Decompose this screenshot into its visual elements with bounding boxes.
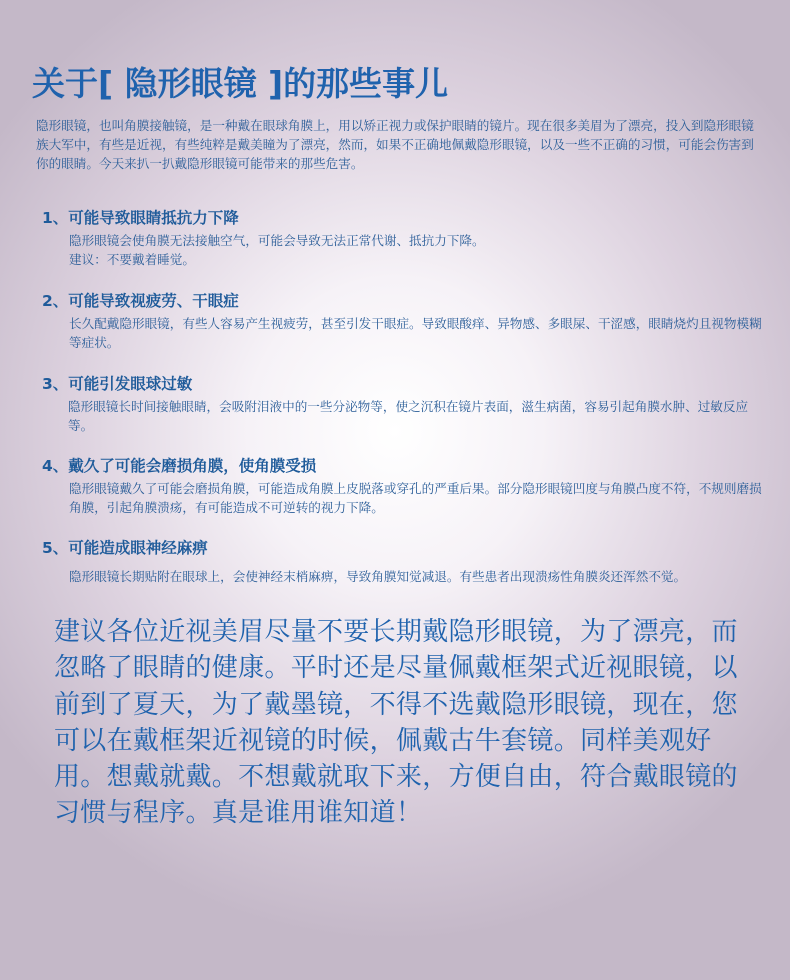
section-body	[68, 398, 766, 435]
section-body	[69, 480, 766, 517]
section-body	[69, 315, 766, 352]
page-title: 关于[ 隐形眼镜 ]的那些事儿	[32, 64, 449, 103]
section-advice: 建议：不要戴着睡觉。	[69, 251, 195, 267]
section-text: 长久配戴隐形眼镜，有些人容易产生视疲劳，甚至引发干眼症。导致眼酸痒、异物感、多眼屎、干涩感，眼睛烧灼且视物模糊等症状。	[69, 316, 762, 350]
section-body	[69, 568, 766, 587]
section-text: 隐形眼镜长期贴附在眼球上，会使神经末梢麻痹，导致角膜知觉减退。有些患者出现溃疡性角膜炎还浑然不觉。	[69, 569, 687, 584]
section-heading: 5、可能造成眼神经麻痹	[42, 539, 208, 557]
section-2	[42, 290, 766, 352]
section-4	[42, 455, 766, 517]
section-1	[42, 207, 766, 269]
section-3	[42, 373, 766, 435]
intro-paragraph: 隐形眼镜，也叫角膜接触镜，是一种戴在眼球角膜上，用以矫正视力或保护眼睛的镜片。现在很多美眉为了漂亮，投入到隐形眼镜族大军中，有些是近视，有些纯粹是戴美瞳为了漂亮，然而，如果不正确地佩戴隐形眼镜，以及一些不正确的习惯，可能会伤害到你的眼睛。今天来扒一扒戴隐形眼镜可能带来的那些危害。	[36, 118, 754, 172]
section-text: 隐形眼镜长时间接触眼睛，会吸附泪液中的一些分泌物等，使之沉积在镜片表面，滋生病菌，容易引起角膜水肿、过敏反应等。	[68, 399, 749, 433]
section-body	[69, 232, 766, 269]
section-text: 隐形眼镜会使角膜无法接触空气，可能会导致无法正常代谢、抵抗力下降。	[69, 233, 485, 248]
section-heading: 1、可能导致眼睛抵抗力下降	[42, 209, 239, 227]
section-heading: 2、可能导致视疲劳、干眼症	[42, 292, 239, 310]
section-text: 隐形眼镜戴久了可能会磨损角膜，可能造成角膜上皮脱落或穿孔的严重后果。部分隐形眼镜凹度与角膜凸度不符，不规则磨损角膜，引起角膜溃疡，有可能造成不可逆转的视力下降。	[69, 481, 762, 515]
closing-paragraph: 建议各位近视美眉尽量不要长期戴隐形眼镜，为了漂亮，而忽略了眼睛的健康。平时还是尽量佩戴框架式近视眼镜，以前到了夏天，为了戴墨镜，不得不选戴隐形眼镜，现在，您可以在戴框架近视镜的时候，佩戴古牛套镜。同样美观好用。想戴就戴。不想戴就取下来，方便自由，符合戴眼镜的习惯与程序。真是谁用谁知道！	[54, 617, 738, 829]
section-heading: 4、戴久了可能会磨损角膜，使角膜受损	[42, 457, 317, 475]
section-heading: 3、可能引发眼球过敏	[42, 375, 193, 393]
section-5	[42, 537, 766, 587]
